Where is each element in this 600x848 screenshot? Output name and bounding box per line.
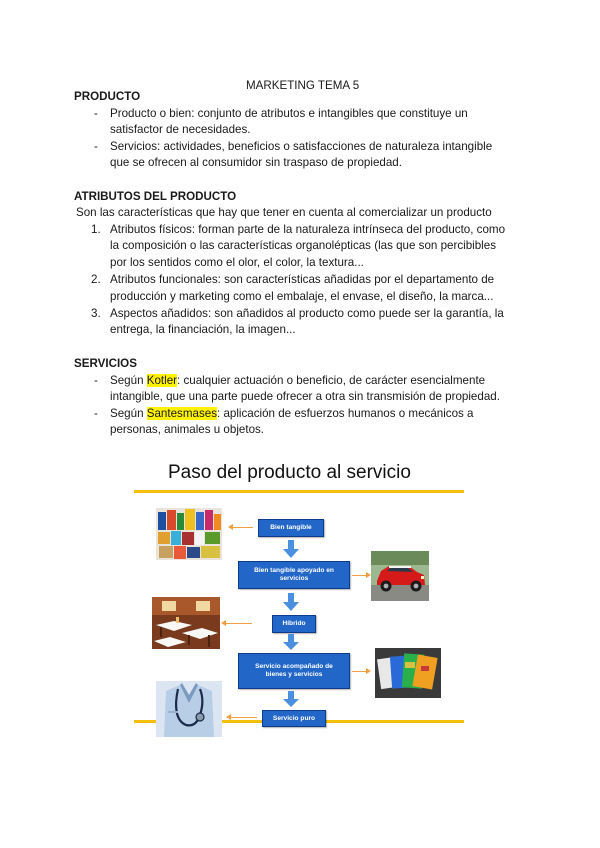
step-servicio-puro	[262, 710, 326, 727]
section-heading-servicios: SERVICIOS	[74, 357, 137, 370]
item-text: Aspectos añadidos: son añadidos al producto como puede ser la garantía, la	[110, 307, 504, 320]
doctor-photo	[156, 681, 222, 737]
bullet-text: Producto o bien: conjunto de atributos e intangibles que constituye un	[110, 107, 468, 120]
red-car-photo	[371, 551, 429, 601]
step-label: Bien tangible	[270, 524, 312, 531]
item-number: 1.	[91, 223, 101, 236]
item-text: producción y marketing como el embalaje, el envase, el diseño, la marca...	[110, 290, 494, 303]
right-arrow-icon	[352, 575, 366, 576]
highlight-santesmases: Santesmases	[146, 407, 217, 420]
item-number: 2.	[91, 273, 101, 286]
text-run: Según	[110, 407, 147, 420]
section-heading-atributos: ATRIBUTOS DEL PRODUCTO	[74, 190, 237, 203]
bullet-text: Servicios: actividades, beneficios o satisfacciones de naturaleza intangible	[110, 140, 493, 153]
step-hibrido	[272, 615, 316, 633]
left-arrow-icon	[226, 623, 252, 624]
step-label: Servicio acompañado de	[255, 663, 333, 670]
right-arrow-icon	[352, 671, 366, 672]
down-arrow-icon	[283, 691, 299, 707]
atributos-intro: Son las características que hay que tener en cuenta al comercializar un producto	[76, 206, 492, 219]
section-heading-producto: PRODUCTO	[74, 90, 141, 103]
diagram-title: Paso del producto al servicio	[168, 462, 411, 483]
diagram-top-rule	[134, 490, 464, 493]
bullet-dash: -	[94, 374, 98, 387]
products-photo	[156, 508, 222, 560]
bullet-dash: -	[94, 140, 98, 153]
step-label: Híbrido	[282, 620, 306, 627]
step-label: Bien tangible apoyado en	[254, 567, 334, 574]
bullet-text: que se ofrecen al consumidor sin traspaso de propiedad.	[110, 156, 402, 169]
bullet-text: satisfactor de necesidades.	[110, 123, 251, 136]
item-text: entrega, la financiación, la imagen...	[110, 323, 296, 336]
restaurant-photo	[152, 597, 220, 649]
step-label: Servicio puro	[272, 714, 316, 722]
text-run: Según	[110, 374, 147, 387]
bullet-text: personas, animales u objetos.	[110, 423, 265, 436]
bullet-dash: -	[94, 407, 98, 420]
down-arrow-icon	[283, 540, 299, 558]
item-text: la composición o las características organolépticas (las que son percibibles	[110, 239, 497, 252]
document-title: MARKETING TEMA 5	[246, 79, 360, 92]
text-run: : cualquier actuación o beneficio, de carácter esencialmente	[177, 374, 486, 387]
step-bien-tangible	[258, 519, 324, 537]
left-arrow-icon	[233, 527, 253, 528]
item-text: Atributos funcionales: son características añadidas por el departamento de	[110, 273, 495, 286]
credit-cards-photo	[375, 648, 441, 698]
item-text: por los sentidos como el olor, el color, la textura...	[110, 256, 364, 269]
item-text: Atributos físicos: forman parte de la naturaleza intrínseca del producto, como	[110, 223, 506, 236]
down-arrow-icon	[283, 593, 299, 611]
step-bien-tangible-apoyado	[238, 561, 350, 589]
bullet-dash: -	[94, 107, 98, 120]
down-arrow-icon	[283, 634, 299, 650]
step-label: bienes y servicios	[265, 671, 323, 678]
step-label: servicios	[279, 575, 309, 582]
left-arrow-icon	[231, 717, 257, 718]
step-servicio-acompanado	[238, 653, 350, 689]
bullet-text	[110, 406, 474, 422]
bullet-text	[110, 373, 485, 389]
text-run: : aplicación de esfuerzos humanos o mecánicos a	[217, 407, 474, 420]
highlight-kotler: Kotler	[146, 374, 178, 387]
item-number: 3.	[91, 307, 101, 320]
bullet-text: intangible, que una parte puede ofrecer a otra sin transmisión de propiedad.	[110, 390, 500, 403]
